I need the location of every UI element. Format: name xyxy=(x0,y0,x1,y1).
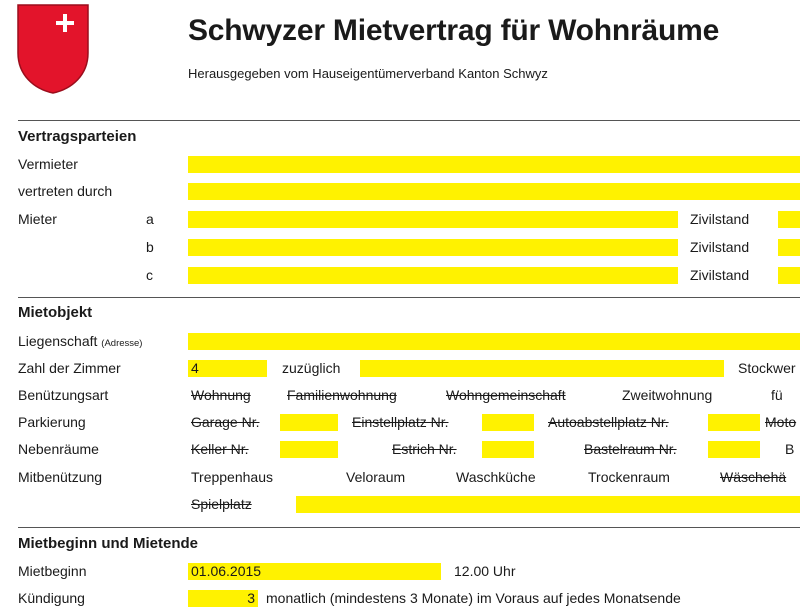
label-nebenraeume: Nebenräume xyxy=(18,441,99,457)
bastelraum-field[interactable] xyxy=(708,441,760,458)
option-wohnung[interactable]: Wohnung xyxy=(191,387,251,403)
mieter-b-field[interactable] xyxy=(188,239,678,256)
section-divider xyxy=(18,527,800,528)
label-mieter-c: c xyxy=(146,267,153,283)
option-familienwohnung[interactable]: Familienwohnung xyxy=(287,387,397,403)
kuendigung-months-field[interactable]: 3 xyxy=(188,590,258,607)
mieter-c-field[interactable] xyxy=(188,267,678,284)
label-mitbenuetzung: Mitbenützung xyxy=(18,469,103,485)
option-veloraum[interactable]: Veloraum xyxy=(346,469,406,485)
document-subtitle: Herausgegeben vom Hauseigentümerverband Kanton Schwyz xyxy=(188,66,548,81)
label-liegenschaft xyxy=(18,333,142,352)
estrich-field[interactable] xyxy=(482,441,534,458)
autoabstellplatz-field[interactable] xyxy=(708,414,760,431)
einstellplatz-field[interactable] xyxy=(482,414,534,431)
label-mieter-b: b xyxy=(146,239,154,255)
option-trockenraum[interactable]: Trockenraum xyxy=(588,469,670,485)
option-spielplatz[interactable]: Spielplatz xyxy=(191,496,252,512)
liegenschaft-field[interactable] xyxy=(188,333,800,350)
option-waeschehaenge[interactable]: Wäschehä xyxy=(720,469,787,485)
kuendigung-text: monatlich (mindestens 3 Monate) im Voraus auf jedes Monatsende xyxy=(266,590,681,606)
label-vermieter: Vermieter xyxy=(18,156,78,172)
zuzueglich-field[interactable] xyxy=(360,360,724,377)
document-title: Schwyzer Mietvertrag für Wohnräume xyxy=(188,14,720,47)
mieter-a-field[interactable] xyxy=(188,211,678,228)
label-mietbeginn: Mietbeginn xyxy=(18,563,87,579)
moto-label: Moto xyxy=(765,414,797,430)
keller-field[interactable] xyxy=(280,441,338,458)
bastelraum-label: Bastelraum Nr. xyxy=(584,441,677,457)
label-zivilstand-c: Zivilstand xyxy=(690,267,750,283)
label-mieter-a: a xyxy=(146,211,154,227)
vertreten-durch-field[interactable] xyxy=(188,183,800,200)
autoabstellplatz-label: Autoabstellplatz Nr. xyxy=(548,414,669,430)
option-wohngemeinschaft[interactable]: Wohngemeinschaft xyxy=(446,387,566,403)
zivilstand-b-field[interactable] xyxy=(778,239,800,256)
adresse-hint: (Adresse) xyxy=(101,338,143,349)
label-mieter: Mieter xyxy=(18,211,57,227)
section-divider xyxy=(18,297,800,298)
b-cut-label: B xyxy=(785,441,795,457)
label-benuetzungsart: Benützungsart xyxy=(18,387,109,403)
section-heading-mietobjekt: Mietobjekt xyxy=(18,304,93,321)
label-stockwerk: Stockwer xyxy=(738,360,796,376)
label-zahl-der-zimmer: Zahl der Zimmer xyxy=(18,360,121,376)
label-vertreten-durch: vertreten durch xyxy=(18,183,113,199)
section-heading-vertragsparteien: Vertragsparteien xyxy=(18,128,137,145)
option-fuer: fü xyxy=(771,387,783,403)
mitbenuetzung-other-field[interactable] xyxy=(296,496,800,513)
vermieter-field[interactable] xyxy=(188,156,800,173)
zivilstand-a-field[interactable] xyxy=(778,211,800,228)
option-zweitwohnung[interactable]: Zweitwohnung xyxy=(622,387,713,403)
label-kuendigung: Kündigung xyxy=(18,590,85,606)
zimmer-field[interactable]: 4 xyxy=(188,360,267,377)
mietbeginn-date-field[interactable]: 01.06.2015 xyxy=(188,563,441,580)
garage-label: Garage Nr. xyxy=(191,414,260,430)
schwyz-coat-of-arms xyxy=(16,3,90,95)
label-zivilstand-b: Zivilstand xyxy=(690,239,750,255)
keller-label: Keller Nr. xyxy=(191,441,249,457)
mietbeginn-time: 12.00 Uhr xyxy=(454,563,516,579)
einstellplatz-label: Einstellplatz Nr. xyxy=(352,414,449,430)
label-zuzueglich: zuzüglich xyxy=(282,360,341,376)
garage-field[interactable] xyxy=(280,414,338,431)
liegenschaft-text: Liegenschaft xyxy=(18,333,98,349)
zivilstand-c-field[interactable] xyxy=(778,267,800,284)
section-divider xyxy=(18,120,800,121)
label-zivilstand-a: Zivilstand xyxy=(690,211,750,227)
option-waschkueche[interactable]: Waschküche xyxy=(456,469,536,485)
label-parkierung: Parkierung xyxy=(18,414,86,430)
option-treppenhaus[interactable]: Treppenhaus xyxy=(191,469,273,485)
section-heading-mietbeginn: Mietbeginn und Mietende xyxy=(18,535,198,552)
estrich-label: Estrich Nr. xyxy=(392,441,457,457)
